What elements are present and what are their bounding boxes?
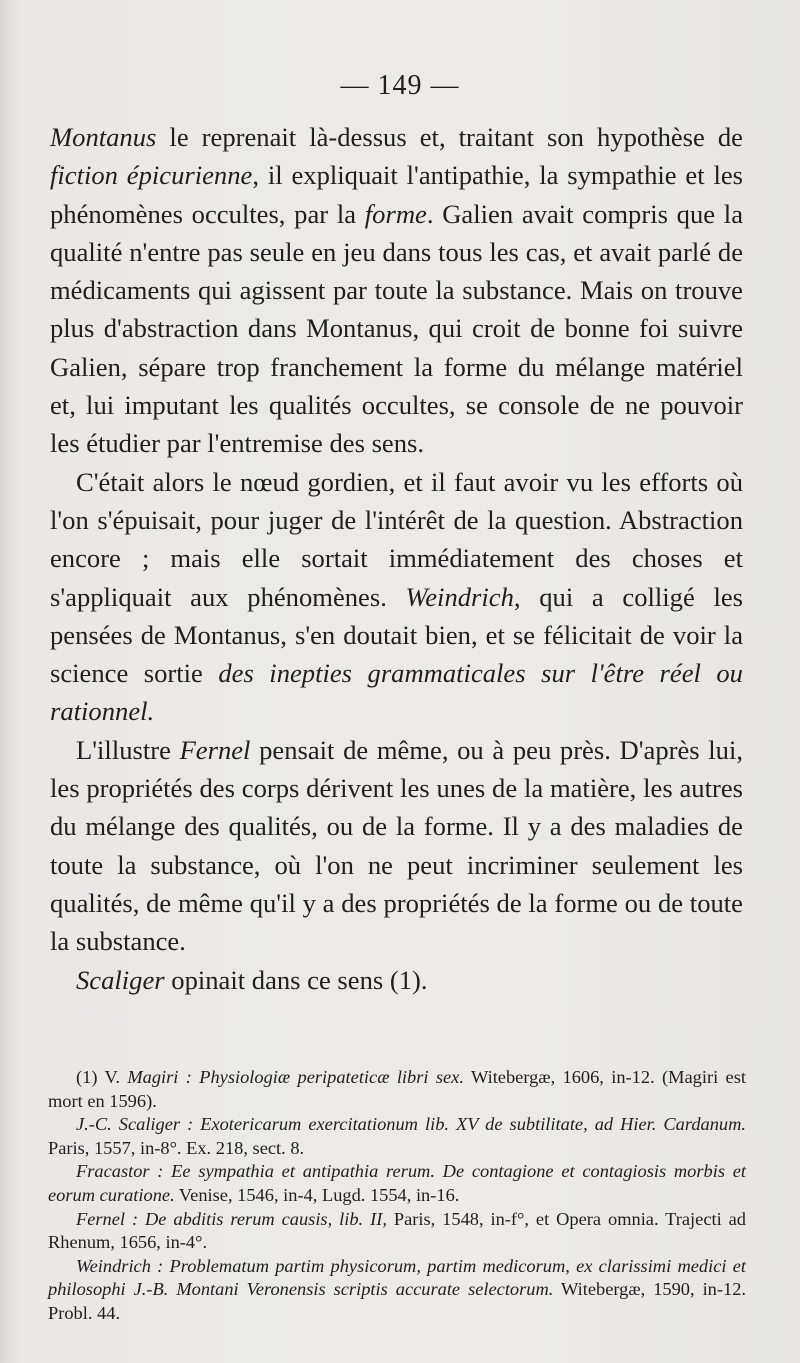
text-run: le reprenait là-dessus et, traitant son hypothèse de [156,122,743,152]
name-montanus: Montanus [50,122,157,152]
text-run: opinait dans ce sens (1). [164,964,428,995]
text-run: . Galien avait compris que la qualité n'entre pas seule en jeu dans tous les cas, et avait parlé de médicaments qui agissent par toute la substance. Mais on trouve plus d'abstraction dans Montanus, qui croit de bonne foi suivre Galien, sépare trop franchement la forme du mélange matériel et, lui imputant les qualités occultes, se console de ne pouvoir les étudier par l'entremise des sens. [50,198,743,459]
text-run: Witebergæ, 1590, in-12. Probl. 44. [48,1279,746,1323]
text-run: Paris, 1557, in-8°. Ex. 218, sect. 8. [48,1137,305,1158]
page-number: — 149 — [340,70,460,101]
footnote-3 [48,1160,746,1207]
name-weindrich: Weindrich [405,581,514,612]
italic-run: des inepties grammaticales sur l'être réel ou rationnel. [50,658,743,727]
paragraph-1 [50,118,743,463]
italic-run: Magiri : Physiologiæ peripateticæ libri sex. [127,1067,464,1087]
text-run: , il expliquait l'antipathie, la sympathie et les phénomènes occultes, par la [50,160,743,229]
italic-run: Weindrich : Problematum partim physicorum, partim medicorum, ex clarissimi medici et philosophi J.-B. Montani Veronensis scriptis accurate selectorum. [48,1255,746,1300]
main-text [50,118,743,999]
footnotes [48,1066,746,1326]
text-run: Venise, 1546, in-4, Lugd. 1554, in-16. [174,1184,460,1205]
name-scaliger: Scaliger [76,964,165,995]
footnote-5 [48,1255,746,1326]
footnote-4 [48,1208,746,1255]
text-run: C'était alors le nœud gordien, et il faut avoir vu les efforts où l'on s'épuisait, pour juger de l'intérêt de la question. Abstraction encore ; mais elle sortait immédiatement des choses et s'appliquait aux phénomènes. [50,466,743,612]
paragraph-2 [50,463,743,731]
text-run: pensait de même, ou à peu près. D'après lui, les propriétés des corps dérivent les unes de la matière, les autres du mélange des qualités, ou de la forme. Il y a des maladies de toute la substance, où l'on ne peut incriminer seulement les qualités, de même qu'il y a des propriétés de la forme ou de toute la substance. [50,734,744,957]
text-run: L'illustre [76,734,180,765]
paragraph-3 [50,731,743,961]
text-run: Paris, 1548, in-f°, et Opera omnia. Trajecti ad Rhenum, 1656, in-4°. [48,1208,746,1253]
italic-run: Fracastor : Ee sympathia et antipathia rerum. De contagione et contagiosis morbis et eorum curatione. [48,1161,746,1205]
italic-run: Fernel : De abditis rerum causis, lib. II, [76,1208,387,1229]
footnote-1 [48,1066,746,1113]
italic-run: J.-C. Scaliger : Exotericarum exercitationum lib. XV de subtilitate, ad Hier. Cardanum. [76,1114,746,1135]
text-run: (1) V. [76,1067,128,1087]
paragraph-4 [50,961,743,999]
italic-run: fiction épicurienne [50,160,253,191]
italic-run: forme [364,198,427,229]
name-fernel: Fernel [179,734,251,765]
text-run: , qui a colligé les pensées de Montanus, s'en doutait bien, et se félicitait de voir la science sortie [50,581,743,689]
text-run: Witebergæ, 1606, in-12. (Magiri est mort en 1596). [48,1067,746,1111]
footnote-2 [48,1113,746,1160]
